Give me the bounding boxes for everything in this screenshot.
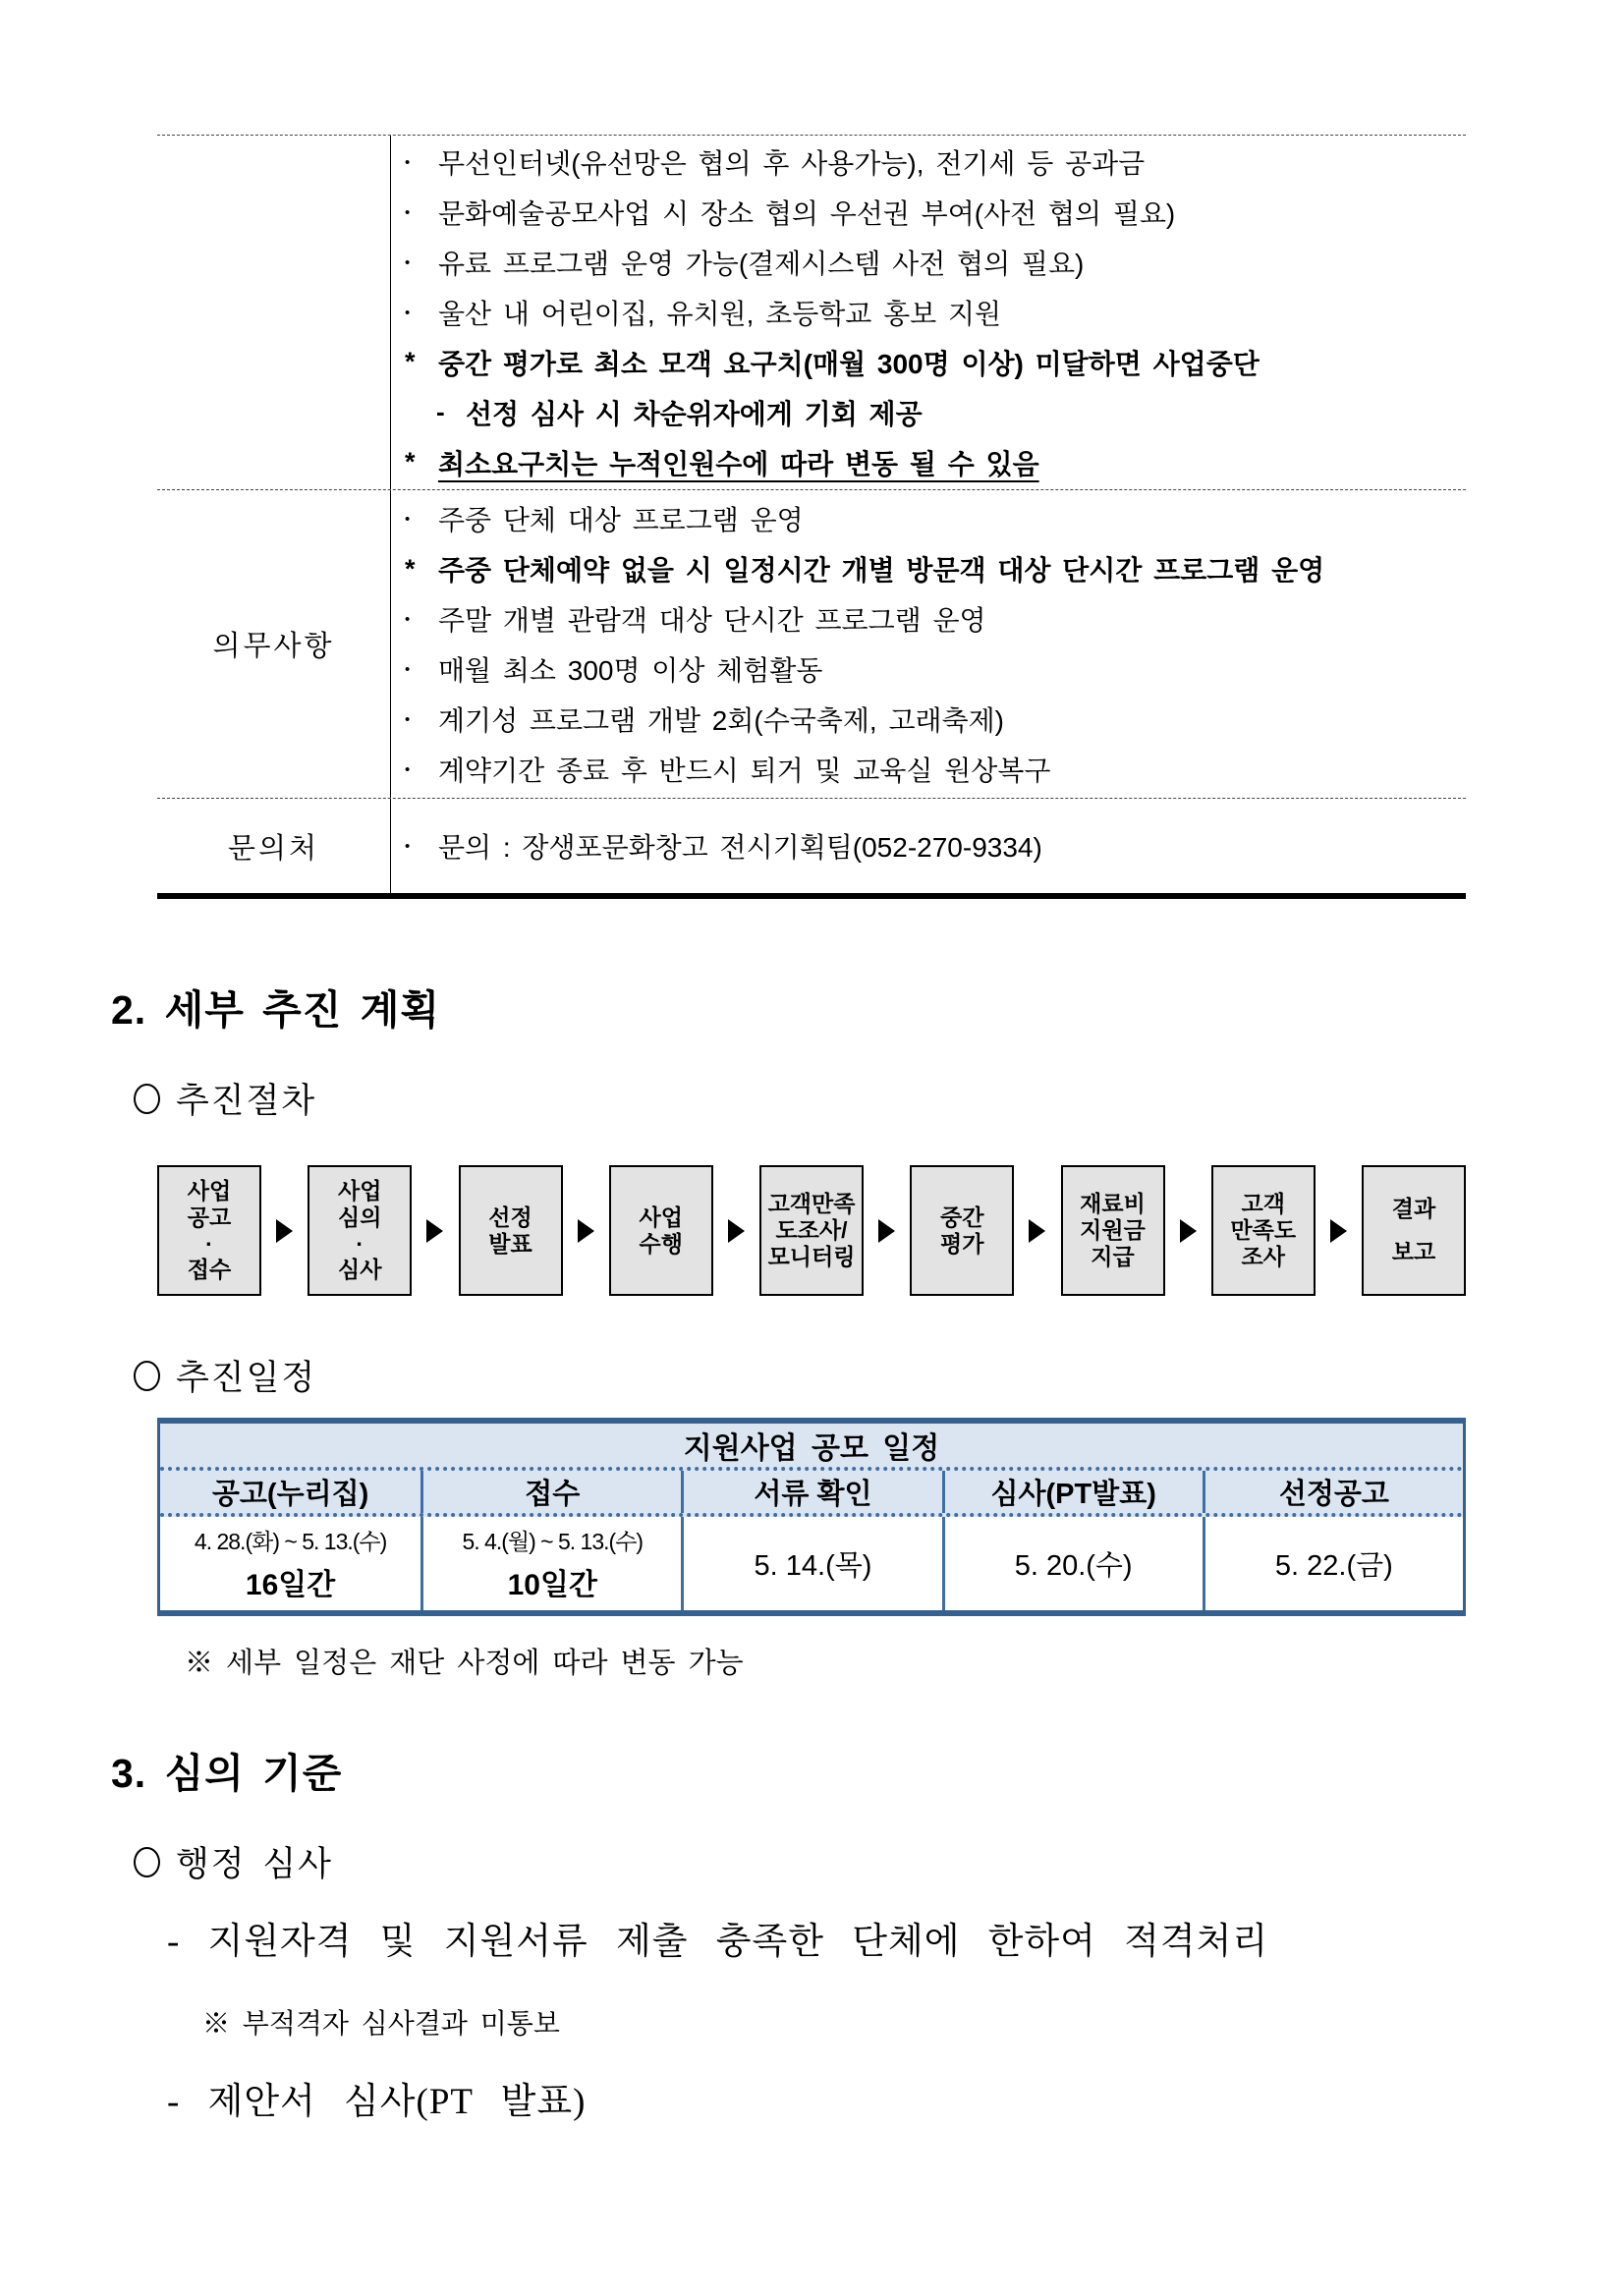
row-label: 의무사항	[157, 490, 391, 798]
line-text: 중간 평가로 최소 모객 요구치(매월 300명 이상) 미달하면 사업중단	[438, 348, 1260, 379]
line-marker-icon: •	[405, 253, 411, 271]
row-content	[391, 799, 1466, 893]
subsection-schedule-label: 추진일정	[176, 1359, 317, 1397]
content-line	[405, 188, 1462, 238]
line-text: 유료 프로그램 운영 가능(결제시스템 사전 협의 필요)	[438, 249, 1085, 280]
flow-arrow-gap	[412, 1219, 458, 1243]
content-line	[405, 337, 1462, 387]
cell-duration: 16일간	[245, 1569, 336, 1601]
schedule-table-header-row	[160, 1471, 1463, 1517]
cell-date: 5. 14.(목)	[754, 1550, 872, 1582]
line-text: 주중 단체 대상 프로그램 운영	[438, 505, 804, 535]
line-text: 매월 최소 300명 이상 체험활동	[438, 655, 823, 686]
flow-step	[1211, 1165, 1316, 1296]
line-text: 주중 단체예약 없을 시 일정시간 개별 방문객 대상 단시간 프로그램 운영	[438, 555, 1325, 586]
flow-step-label: 고객	[1241, 1191, 1285, 1217]
flow-step	[609, 1165, 713, 1296]
flow-step	[1061, 1165, 1165, 1296]
column-header: 공고(누리집)	[211, 1479, 369, 1510]
row-label: 문의처	[157, 799, 391, 893]
flow-step-label: 지급	[1091, 1243, 1135, 1269]
arrow-right-icon	[1330, 1219, 1347, 1243]
flow-step-label: 발표	[488, 1230, 532, 1257]
line-marker-icon: •	[405, 710, 411, 728]
line-text: 계기성 프로그램 개발 2회(수국축제, 고래축제)	[438, 705, 1004, 736]
flow-step-label: 사업	[639, 1204, 683, 1230]
flow-step	[308, 1165, 412, 1296]
schedule-table	[157, 1418, 1466, 1616]
content-line	[405, 387, 1462, 437]
table-row	[157, 489, 1466, 798]
subsection-procedure	[134, 1074, 316, 1123]
flow-step	[910, 1165, 1014, 1296]
cell-date: 4. 28.(화) ~ 5. 13.(수)	[194, 1529, 387, 1554]
line-marker-icon: •	[405, 660, 411, 678]
circle-marker-icon	[134, 1361, 160, 1391]
flow-arrow-gap	[713, 1219, 759, 1243]
content-line	[405, 238, 1462, 288]
line-text: 선정 심사 시 차순위자에게 기회 제공	[466, 398, 923, 429]
cell-date: 5. 4.(월) ~ 5. 13.(수)	[462, 1529, 644, 1554]
subsection-schedule	[134, 1351, 316, 1400]
table-cell	[681, 1517, 941, 1610]
line-marker-icon: *	[405, 553, 416, 584]
row-content	[391, 490, 1466, 798]
flow-step	[1362, 1165, 1466, 1296]
table-cell	[1203, 1517, 1463, 1610]
line-text: 울산 내 어린이집, 유치원, 초등학교 홍보 지원	[438, 299, 1002, 329]
line-text: 최소요구치는 누적인원수에 따라 변동 될 수 있음	[438, 448, 1039, 479]
schedule-table-data-row	[160, 1517, 1463, 1610]
line-text: 주말 개별 관람객 대상 단시간 프로그램 운영	[438, 605, 986, 636]
content-line	[405, 544, 1462, 594]
content-line	[405, 594, 1462, 644]
line-marker-icon: *	[405, 347, 416, 377]
row-label	[157, 136, 391, 489]
section-3-title: 3. 심의 기준	[111, 1751, 343, 1796]
flow-step-label: 재료비	[1080, 1191, 1146, 1217]
content-line	[405, 644, 1462, 695]
arrow-right-icon	[426, 1219, 443, 1243]
content-line	[405, 745, 1462, 795]
line-text: 무선인터넷(유선망은 협의 후 사용가능), 전기세 등 공과금	[438, 148, 1146, 180]
flow-step	[759, 1165, 864, 1296]
cell-duration: 10일간	[507, 1569, 597, 1601]
line-text: 문의 : 장생포문화창고 전시기획팀(052-270-9334)	[438, 832, 1042, 863]
flow-arrow-gap	[1316, 1219, 1362, 1243]
flow-step-label: 중간	[940, 1204, 984, 1230]
subsection-admin-review-label: 행정 심사	[176, 1845, 333, 1883]
flow-step-label: 도조사/	[775, 1217, 848, 1244]
cell-date: 5. 22.(금)	[1274, 1550, 1393, 1582]
flow-step-label: 평가	[940, 1230, 984, 1257]
content-line	[405, 821, 1462, 871]
flow-arrow-gap	[1165, 1219, 1211, 1243]
flow-step-label: 사업	[338, 1178, 382, 1204]
line-marker-icon: •	[405, 760, 411, 778]
subsection-admin-review	[134, 1837, 333, 1886]
flow-arrow-gap	[1014, 1219, 1060, 1243]
content-line	[405, 288, 1462, 338]
flow-step-label: 공고	[187, 1204, 232, 1230]
flow-step-label: 사업	[187, 1178, 232, 1204]
review-note: ※ 부적격자 심사결과 미통보	[202, 2008, 560, 2039]
arrow-right-icon	[1180, 1219, 1197, 1243]
cell-date: 5. 20.(수)	[1014, 1550, 1133, 1582]
circle-marker-icon	[134, 1847, 160, 1877]
flow-step-label: 수행	[639, 1230, 683, 1257]
row-content	[391, 136, 1466, 489]
flow-step-label: ·	[356, 1230, 364, 1257]
column-header: 심사(PT발표)	[942, 1471, 1203, 1513]
section-2-title: 2. 세부 추진 계획	[111, 987, 441, 1033]
arrow-right-icon	[878, 1219, 895, 1243]
flow-step-label: 결과	[1391, 1195, 1436, 1221]
table-row	[157, 798, 1466, 893]
flow-step	[157, 1165, 261, 1296]
flow-step	[459, 1165, 563, 1296]
review-item-proposal: - 제안서 심사(PT 발표)	[167, 2082, 587, 2122]
flow-step-label: 조사	[1241, 1243, 1285, 1269]
table-cell	[942, 1517, 1203, 1610]
arrow-right-icon	[1029, 1219, 1045, 1243]
process-flowchart	[157, 1165, 1466, 1296]
arrow-right-icon	[728, 1219, 745, 1243]
flow-step-label: 접수	[187, 1257, 232, 1283]
content-line	[405, 437, 1462, 487]
arrow-right-icon	[578, 1219, 594, 1243]
flow-arrow-gap	[563, 1219, 609, 1243]
flow-step-label: 선정	[488, 1204, 532, 1230]
schedule-table-title: 지원사업 공모 일정	[160, 1424, 1463, 1471]
flow-arrow-gap	[261, 1219, 308, 1243]
flow-step-label: 모니터링	[767, 1243, 856, 1269]
line-marker-icon: •	[405, 610, 411, 628]
flow-step-label: 지원금	[1080, 1217, 1146, 1244]
line-marker-icon: •	[405, 837, 411, 855]
column-header: 접수	[420, 1471, 681, 1513]
info-table	[157, 135, 1466, 899]
line-text: 문화예술공모사업 시 장소 협의 우선권 부여(사전 협의 필요)	[438, 198, 1176, 230]
circle-marker-icon	[134, 1084, 160, 1114]
column-header: 서류 확인	[681, 1471, 941, 1513]
line-marker-icon: •	[405, 304, 411, 321]
flow-arrow-gap	[864, 1219, 910, 1243]
flow-step-label: 심의	[338, 1204, 382, 1230]
schedule-note: ※ 세부 일정은 재단 사정에 따라 변동 가능	[185, 1648, 744, 1679]
flow-step-label: 심사	[338, 1257, 382, 1283]
line-marker-icon: •	[405, 510, 411, 528]
flow-step-label: 고객만족	[767, 1191, 856, 1217]
arrow-right-icon	[276, 1219, 293, 1243]
line-marker-icon: *	[405, 447, 416, 477]
flow-step-label: 보고	[1391, 1238, 1436, 1264]
line-marker-icon: -	[436, 397, 445, 427]
content-line	[405, 494, 1462, 544]
flow-step-label: ·	[205, 1230, 213, 1257]
line-marker-icon: •	[405, 153, 411, 171]
content-line	[405, 138, 1462, 188]
table-cell	[420, 1517, 681, 1610]
table-cell	[160, 1517, 420, 1610]
review-item-eligibility: - 지원자격 및 지원서류 제출 충족한 단체에 한하여 적격처리	[167, 1922, 1269, 1962]
column-header: 선정공고	[1203, 1471, 1463, 1513]
line-text: 계약기간 종료 후 반드시 퇴거 및 교육실 원상복구	[438, 756, 1051, 786]
line-marker-icon: •	[405, 203, 411, 221]
content-line	[405, 695, 1462, 745]
flow-step-label: 만족도	[1230, 1217, 1297, 1244]
table-row	[157, 135, 1466, 489]
subsection-procedure-label: 추진절차	[176, 1082, 317, 1120]
